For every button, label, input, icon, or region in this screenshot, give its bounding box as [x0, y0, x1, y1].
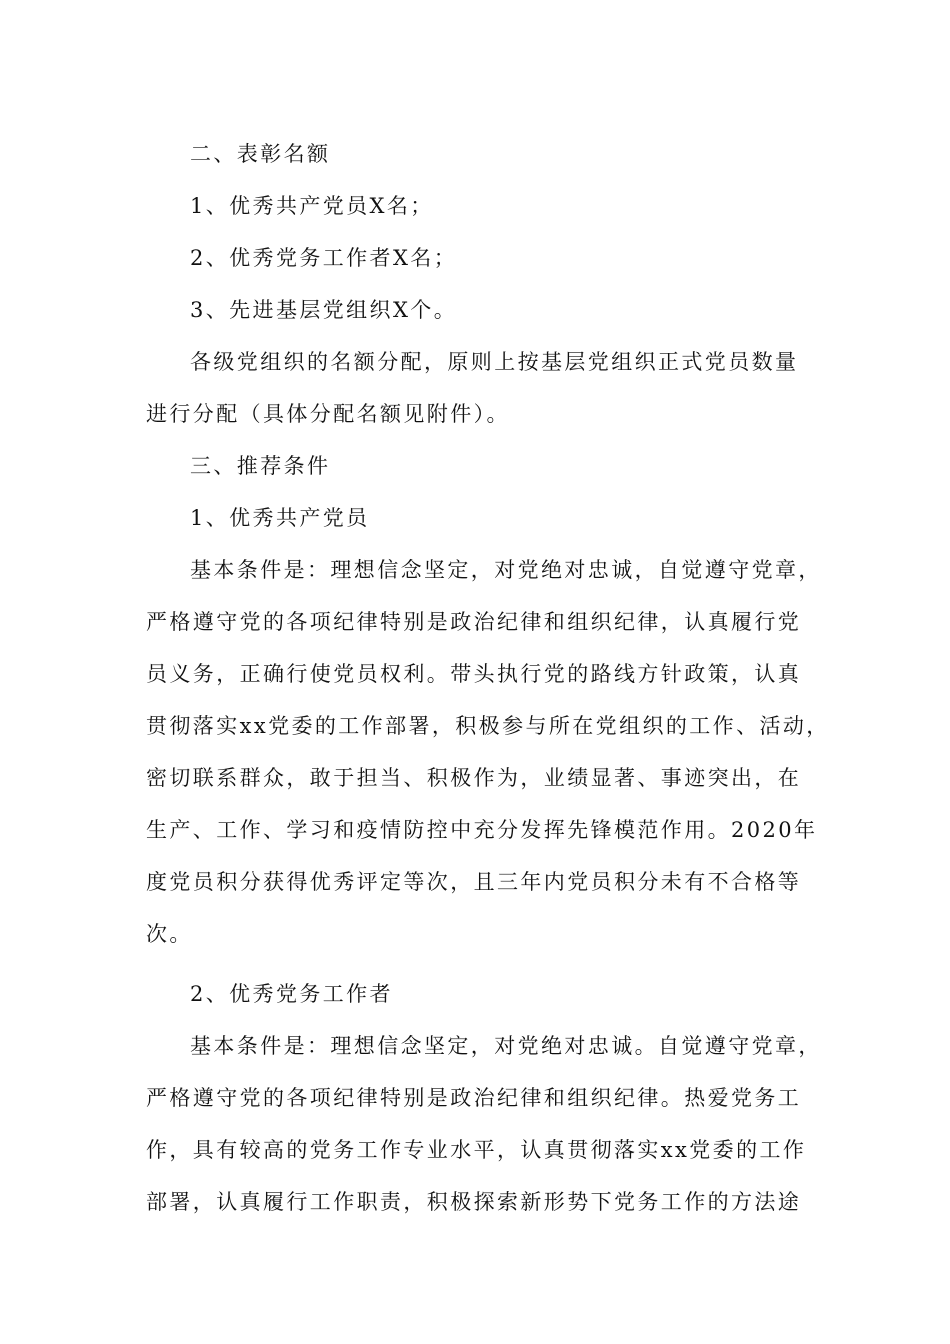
paragraph-line: 部署，认真履行工作职责，积极探索新形势下党务工作的方法途 — [146, 1190, 802, 1214]
paragraph-line: 作，具有较高的党务工作专业水平，认真贯彻落实xx党委的工作 — [146, 1138, 807, 1162]
paragraph-line: 各级党组织的名额分配，原则上按基层党组织正式党员数量 — [190, 350, 799, 374]
subsection-heading-excellent-party-member: 1、优秀共产党员 — [190, 506, 370, 530]
section-heading-commendation-quota: 二、表彰名额 — [190, 142, 331, 166]
paragraph-line: 基本条件是：理想信念坚定，对党绝对忠诚，自觉遵守党章， — [190, 558, 822, 582]
quota-item-advanced-party-organization: 3、先进基层党组织X个。 — [190, 298, 458, 322]
paragraph-line: 度党员积分获得优秀评定等次，且三年内党员积分未有不合格等 — [146, 870, 802, 894]
subsection-heading-excellent-party-worker: 2、优秀党务工作者 — [190, 982, 393, 1006]
paragraph-line: 贯彻落实xx党委的工作部署，积极参与所在党组织的工作、活动， — [146, 714, 830, 738]
paragraph-line: 基本条件是：理想信念坚定，对党绝对忠诚。自觉遵守党章， — [190, 1034, 822, 1058]
paragraph-line: 员义务，正确行使党员权利。带头执行党的路线方针政策，认真 — [146, 662, 802, 686]
paragraph-line: 密切联系群众，敢于担当、积极作为，业绩显著、事迹突出，在 — [146, 766, 802, 790]
quota-item-excellent-party-member: 1、优秀共产党员X名； — [190, 194, 434, 218]
document-body — [146, 128, 830, 1228]
paragraph-line: 生产、工作、学习和疫情防控中充分发挥先锋模范作用。2020年 — [146, 818, 818, 842]
paragraph-line: 严格遵守党的各项纪律特别是政治纪律和组织纪律。热爱党务工 — [146, 1086, 802, 1110]
paragraph-line: 严格遵守党的各项纪律特别是政治纪律和组织纪律，认真履行党 — [146, 610, 802, 634]
paragraph-line: 进行分配（具体分配名额见附件）。 — [146, 402, 510, 426]
paragraph-line: 次。 — [146, 922, 193, 946]
section-heading-recommendation-conditions: 三、推荐条件 — [190, 454, 331, 478]
quota-item-excellent-party-worker: 2、优秀党务工作者X名； — [190, 246, 458, 270]
paragraph-gap — [146, 960, 818, 968]
